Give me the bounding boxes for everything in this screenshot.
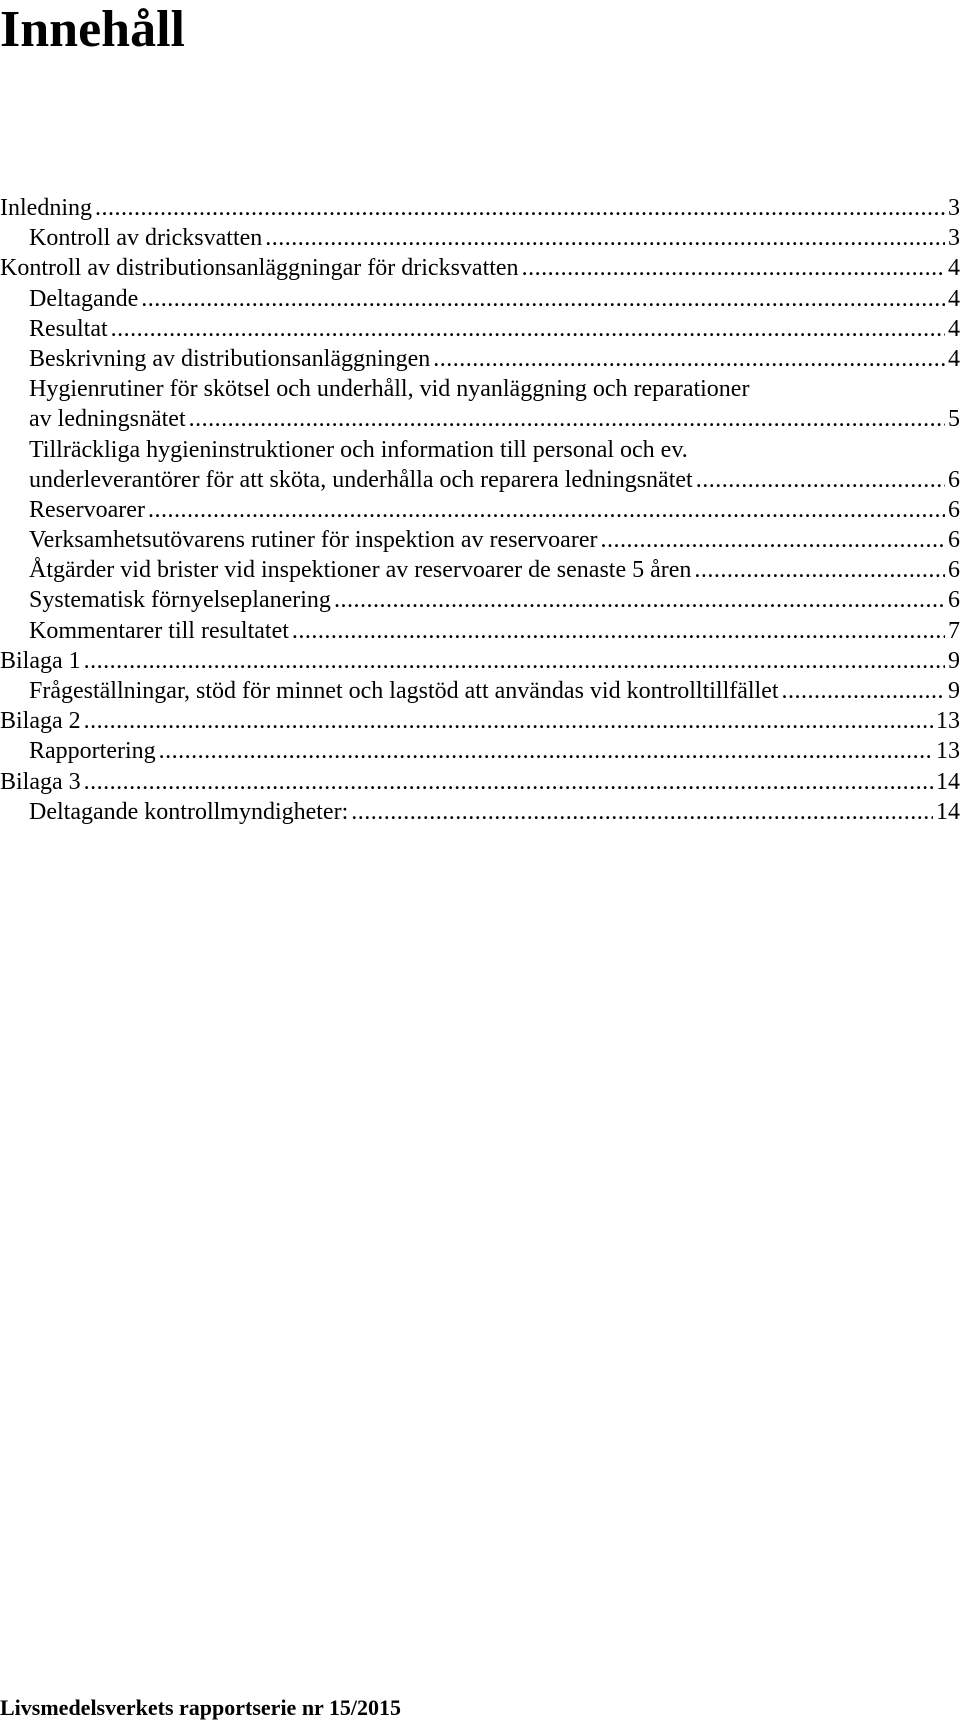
toc-dot-leader	[782, 676, 945, 706]
table-of-contents	[0, 193, 960, 827]
toc-entry-title: Åtgärder vid brister vid inspektioner av reservoarer de senaste 5 åren	[29, 557, 692, 584]
toc-entry[interactable]	[0, 706, 960, 736]
toc-dot-leader	[696, 465, 945, 495]
toc-page-number: 14	[936, 768, 960, 795]
toc-dot-leader	[694, 555, 945, 585]
toc-dot-leader	[148, 495, 945, 525]
toc-page-number: 13	[936, 738, 960, 765]
toc-dot-leader	[351, 797, 933, 827]
toc-page-number: 4	[948, 285, 960, 312]
toc-entry[interactable]	[0, 525, 960, 555]
toc-dot-leader	[433, 344, 945, 374]
toc-entry-title: Beskrivning av distributionsanläggningen	[29, 345, 431, 372]
toc-page-number: 9	[948, 678, 960, 705]
toc-page-number: 4	[948, 315, 960, 342]
toc-entry[interactable]	[0, 676, 960, 706]
toc-entry-title: Deltagande kontrollmyndigheter:	[29, 798, 349, 825]
toc-dot-leader	[522, 253, 945, 283]
toc-entry-title: Kontroll av dricksvatten	[29, 225, 263, 252]
toc-dot-leader	[95, 193, 945, 223]
toc-page-number: 4	[948, 345, 960, 372]
toc-dot-leader	[265, 223, 945, 253]
toc-entry[interactable]	[0, 344, 960, 374]
toc-entry[interactable]	[0, 736, 960, 766]
toc-dot-leader	[84, 706, 933, 736]
toc-entry[interactable]	[0, 585, 960, 615]
toc-entry-title: Rapportering	[29, 738, 156, 765]
toc-dot-leader	[189, 404, 945, 434]
toc-page-number: 3	[948, 225, 960, 252]
toc-entry-title-continued: underleverantörer för att sköta, underhålla och reparera ledningsnätet	[29, 466, 693, 493]
toc-entry[interactable]	[0, 374, 960, 434]
toc-entry-title: Verksamhetsutövarens rutiner för inspektion av reservoarer	[29, 527, 598, 554]
toc-entry-title: Kommentarer till resultatet	[29, 617, 289, 644]
toc-entry-title-continued: av ledningsnätet	[29, 406, 186, 433]
toc-entry-title: Deltagande	[29, 285, 139, 312]
toc-entry-title: Resultat	[29, 315, 108, 342]
toc-entry[interactable]	[0, 253, 960, 283]
toc-entry[interactable]	[0, 193, 960, 223]
toc-entry-title: Systematisk förnyelseplanering	[29, 587, 331, 614]
toc-entry-title: Hygienrutiner för skötsel och underhåll, vid nyanläggning och reparationer	[29, 376, 750, 403]
toc-dot-leader	[84, 646, 945, 676]
toc-dot-leader	[159, 736, 933, 766]
toc-dot-leader	[600, 525, 945, 555]
toc-page-number: 4	[948, 255, 960, 282]
toc-entry-title: Kontroll av distributionsanläggningar för dricksvatten	[0, 255, 519, 282]
toc-page-number: 9	[948, 647, 960, 674]
toc-page-number: 5	[948, 406, 960, 433]
toc-page-number: 6	[948, 496, 960, 523]
toc-page-number: 6	[948, 466, 960, 493]
toc-entry[interactable]	[0, 284, 960, 314]
toc-entry-title: Bilaga 1	[0, 647, 81, 674]
toc-page-number: 6	[948, 587, 960, 614]
toc-page-number: 14	[936, 798, 960, 825]
toc-entry-title: Bilaga 2	[0, 708, 81, 735]
toc-dot-leader	[334, 585, 945, 615]
toc-page-number: 6	[948, 527, 960, 554]
toc-dot-leader	[292, 616, 945, 646]
toc-entry-title: Reservoarer	[29, 496, 145, 523]
toc-page-number: 7	[948, 617, 960, 644]
toc-entry-title: Inledning	[0, 195, 92, 221]
toc-entry[interactable]	[0, 223, 960, 253]
toc-dot-leader	[84, 767, 933, 797]
toc-entry[interactable]	[0, 435, 960, 495]
footer-report-series: Livsmedelsverkets rapportserie nr 15/2015	[0, 1695, 402, 1720]
toc-entry-title: Frågeställningar, stöd för minnet och lagstöd att användas vid kontrolltillfället	[29, 678, 779, 705]
toc-entry-title: Bilaga 3	[0, 768, 81, 795]
toc-entry[interactable]	[0, 767, 960, 797]
toc-dot-leader	[141, 284, 945, 314]
toc-entry[interactable]	[0, 555, 960, 585]
toc-page-number: 6	[948, 557, 960, 584]
toc-dot-leader	[111, 314, 945, 344]
toc-entry[interactable]	[0, 314, 960, 344]
toc-entry-title: Tillräckliga hygieninstruktioner och information till personal och ev.	[29, 436, 688, 463]
toc-entry[interactable]	[0, 797, 960, 827]
toc-entry[interactable]	[0, 495, 960, 525]
toc-page-number: 3	[948, 195, 960, 221]
toc-entry[interactable]	[0, 646, 960, 676]
page-title: Innehåll	[0, 1, 185, 58]
toc-page-number: 13	[936, 708, 960, 735]
toc-entry[interactable]	[0, 616, 960, 646]
